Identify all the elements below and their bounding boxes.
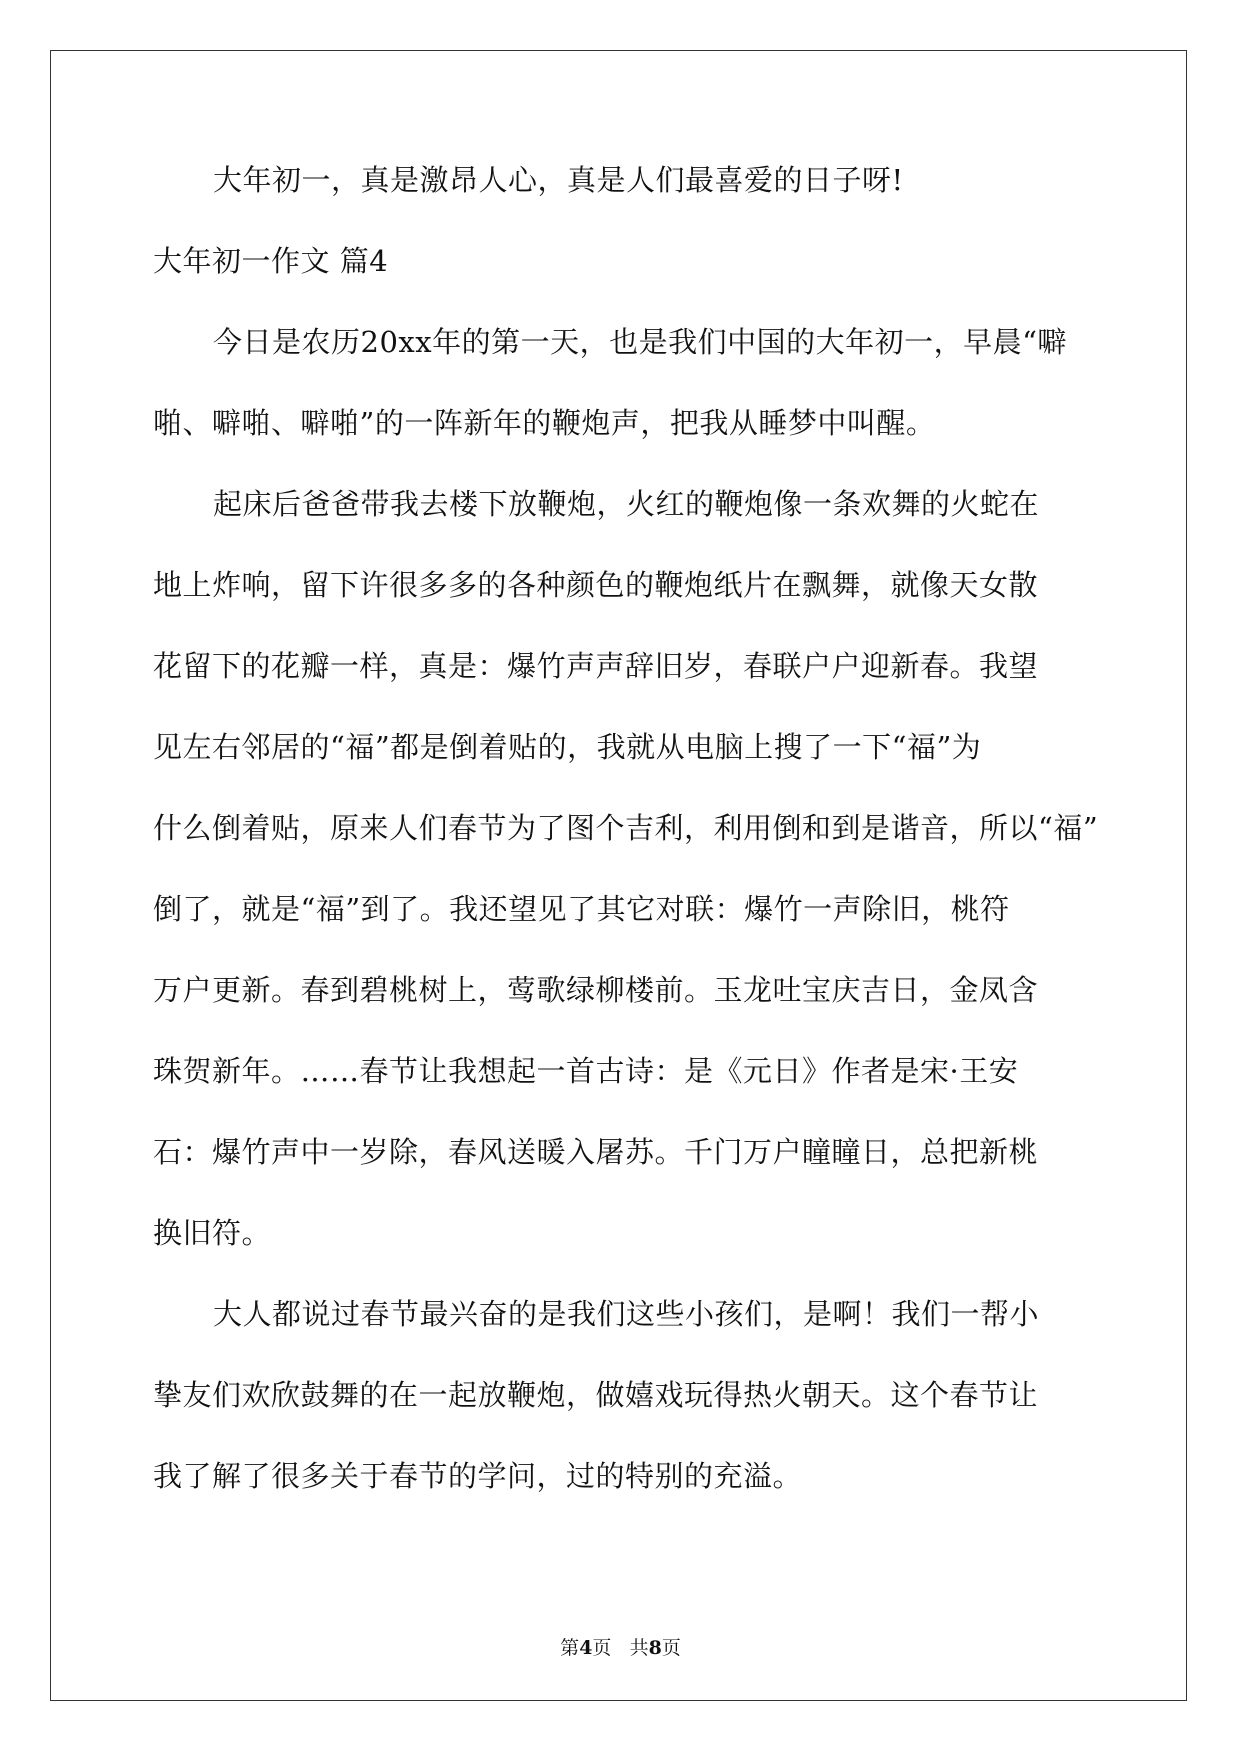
paragraph-line: 起床后爸爸带我去楼下放鞭炮，火红的鞭炮像一条欢舞的火蛇在	[213, 487, 1040, 521]
paragraph-line: 见左右邻居的“福”都是倒着贴的，我就从电脑上搜了一下“福”为	[153, 730, 982, 764]
page-prefix: 第	[560, 1637, 580, 1659]
paragraph-line: 地上炸响，留下许很多多的各种颜色的鞭炮纸片在飘舞，就像天女散	[153, 568, 1039, 602]
paragraph-line: 什么倒着贴，原来人们春节为了图个吉利，利用倒和到是谐音，所以“福”	[153, 811, 1099, 845]
page-number: 4	[579, 1637, 593, 1659]
paragraph-line: 倒了，就是“福”到了。我还望见了其它对联：爆竹一声除旧，桃符	[153, 892, 1010, 926]
paragraph-line: 珠贺新年。……春节让我想起一首古诗：是《元日》作者是宋·王安	[153, 1054, 1019, 1088]
paragraph-line: 大年初一，真是激昂人心，真是人们最喜爱的日子呀!	[213, 163, 904, 197]
paragraph-line: 换旧符。	[153, 1216, 272, 1250]
total-pages: 8	[648, 1637, 662, 1659]
paragraph-line: 挚友们欢欣鼓舞的在一起放鞭炮，做嬉戏玩得热火朝天。这个春节让	[153, 1378, 1039, 1412]
page-footer	[0, 1636, 1241, 1660]
total-prefix: 共	[629, 1637, 649, 1659]
section-heading: 大年初一作文 篇4	[153, 244, 389, 278]
paragraph-line: 花留下的花瓣一样，真是：爆竹声声辞旧岁，春联户户迎新春。我望	[153, 649, 1039, 683]
paragraph-line: 大人都说过春节最兴奋的是我们这些小孩们，是啊！我们一帮小	[213, 1297, 1040, 1331]
paragraph-line: 石：爆竹声中一岁除，春风送暖入屠苏。千门万户瞳瞳日，总把新桃	[153, 1135, 1039, 1169]
document-body	[153, 160, 1099, 1537]
page-suffix: 页	[592, 1637, 612, 1659]
total-suffix: 页	[661, 1637, 681, 1659]
paragraph-line: 万户更新。春到碧桃树上，莺歌绿柳楼前。玉龙吐宝庆吉日，金凤含	[153, 973, 1039, 1007]
paragraph-line: 我了解了很多关于春节的学问，过的特别的充溢。	[153, 1459, 803, 1493]
paragraph-line: 今日是农历20xx年的第一天，也是我们中国的大年初一，早晨“噼	[213, 325, 1067, 359]
paragraph-line: 啪、噼啪、噼啪”的一阵新年的鞭炮声，把我从睡梦中叫醒。	[153, 406, 936, 440]
